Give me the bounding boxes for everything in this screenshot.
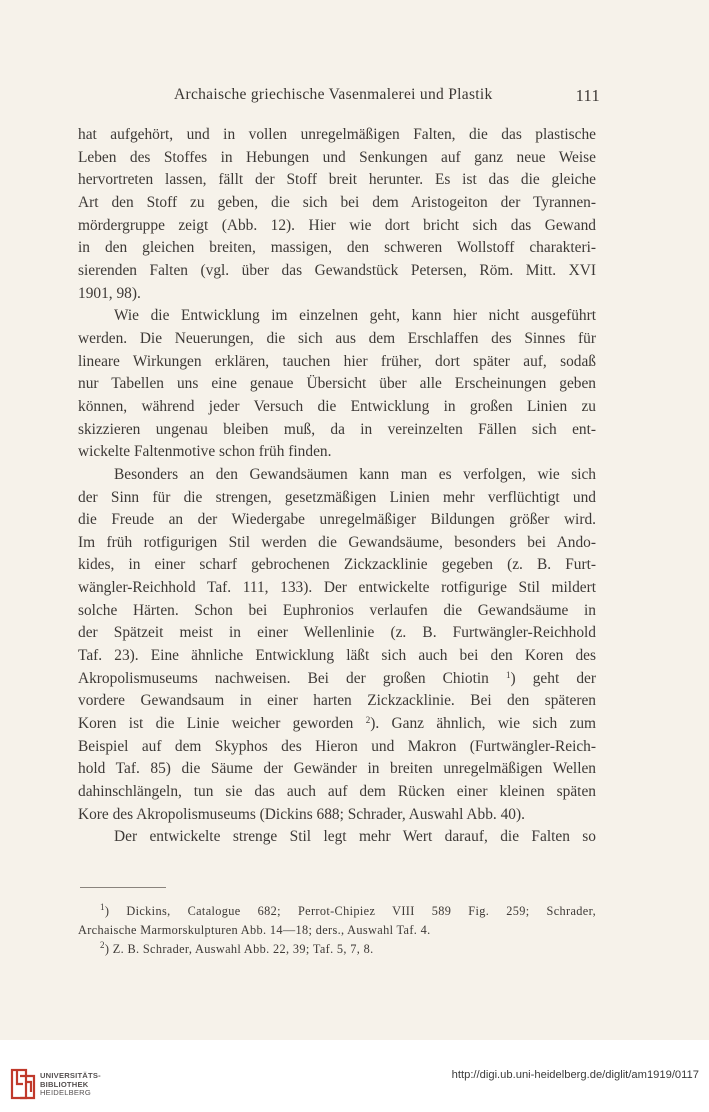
footnote-ref: 1 [505,669,511,680]
viewer-footer [0,1040,709,1112]
text-line: werden. Die Neuerungen, die sich aus dem Erschlaffen des Sinnes für [78,329,596,347]
library-logo-icon [10,1066,38,1102]
footnote-text: Z. B. Schrader, Auswahl Abb. 22, 39; Taf. 5, 7, 8. [112,941,374,956]
footnote-1-continued: Archaische Marmorskulpturen Abb. 14—18; ders., Auswahl Taf. 4. [78,922,431,937]
logo-line: BIBLIOTHEK [40,1079,89,1089]
paragraph-4 [78,826,596,849]
text-line: kides, in einer scharf gebrochenen Zickzacklinie gegeben (z. B. Furt- [78,556,596,574]
text-line: der Spätzeit meist in einer Wellenlinie (z. B. Furtwängler-Reichhold [78,624,596,642]
footnotes [78,902,596,958]
text-line: der Sinn für die strengen, gesetzmäßigen Linien mehr verflüchtigt und [78,488,596,506]
paragraph-3 [78,464,596,827]
footnote-marker: 2 [100,939,105,950]
footnote-2: $^2$) Z. B. Schrader, Auswahl Abb. 22, 39; Taf. 5, 7, 8. [100,939,374,956]
text-segment: . Ganz ähnlich, wie sich zum [375,715,596,733]
text-line: Kore des Akropolismuseums (Dickins 688; Schrader, Auswahl Abb. 40). [78,805,525,823]
text-line: in den gleichen breiten, massigen, den schweren Wollstoff charakteri- [78,239,596,257]
text-line: können, während jeder Versuch die Entwicklung in großen Linien zu [78,397,596,415]
footnote-marker: 1 [100,902,105,912]
footnote-1: $^1$) Dickins, Catalogue 682; Perrot-Chipiez VIII 589 Fig. 259; Schrader, [100,902,596,918]
text-line: wängler-Reichhold Taf. 111, 133). Der entwickelte rotfigurige Stil mildert [78,579,596,597]
paragraph-1 [78,124,596,305]
text-line: Leben des Stoffes in Hebungen und Senkungen auf ganz neue Weise [78,148,596,166]
text-line: Taf. 23). Eine ähnliche Entwicklung läßt sich auch bei den Koren des [78,647,596,665]
text-line: sierenden Falten (vgl. über das Gewandstück Petersen, Röm. Mitt. XVI [78,261,596,279]
text-line: mördergruppe zeigt (Abb. 12). Hier wie dort bricht sich das Gewand [78,216,596,234]
text-line: dahinschlängeln, tun sie das auch auf dem Rücken einer kleinen späten [78,783,596,801]
text-line: Wie die Entwicklung im einzelnen geht, kann hier nicht ausgeführt [114,307,596,325]
text-line: Beispiel auf dem Skyphos des Hieron und Makron (Furtwängler-Reich- [78,737,596,755]
text-line: 1901, 98). [78,284,141,302]
footnote-rule [80,887,166,888]
page-number: 111 [575,86,600,105]
text-line: hold Taf. 85) die Säume der Gewänder in breiten unregelmäßigen Wellen [78,760,596,778]
body-text [78,124,596,849]
text-line: lineare Wirkungen erklären, tauchen hier früher, dort später auf, sodaß [78,352,596,370]
source-url-link[interactable]: http://digi.ub.uni-heidelberg.de/diglit/am1919/0117 [451,1069,699,1081]
text-line: die Freude an der Wiedergabe unregelmäßiger Bildungen größer wird. [78,511,596,529]
text-segment: geht der [515,669,596,687]
text-line: hat aufgehört, und in vollen unregelmäßigen Falten, die das plastische [78,126,596,143]
text-line: Akropolismuseums nachweisen. Bei der großen Chiotin $^1$) geht der [78,669,596,687]
text-line: hervortreten lassen, fällt der Stoff breit herunter. Es ist das die gleiche [78,171,596,189]
text-line: Der entwickelte strenge Stil legt mehr Wert darauf, die Falten so [114,828,596,846]
text-line: skizzieren ungenau bleiben muß, da in vereinzelten Fällen sich ent- [78,420,596,438]
text-line: Besonders an den Gewandsäumen kann man es verfolgen, wie sich [114,465,596,483]
footnote-text: Dickins, Catalogue 682; Perrot-Chipiez VIII 589 Fig. 259; Schrader, [126,904,596,918]
text-line: vordere Gewandsaum in einer harten Zickzacklinie. Bei den späteren [78,692,596,710]
library-logo[interactable] [10,1066,140,1106]
text-line: Im früh rotfigurigen Stil werden die Gewandsäume, besonders bei Ando- [78,533,596,551]
text-segment: Koren ist die Linie weicher geworden [78,715,354,733]
paragraph-2 [78,305,596,464]
logo-line: HEIDELBERG [40,1088,91,1098]
text-line: solche Härten. Schon bei Euphronios verlaufen die Gewandsäume in [78,601,596,619]
text-segment: Akropolismuseums nachweisen. Bei der großen Chiotin [78,669,489,687]
library-logo-text [40,1072,101,1098]
text-line: Art den Stoff zu geben, die sich bei dem Aristogeiton der Tyrannen- [78,193,596,211]
logo-line: UNIVERSITÄTS- [40,1071,101,1080]
running-head [78,86,600,110]
footnote-ref: 2 [365,715,371,726]
text-line: nur Tabellen uns eine genaue Übersicht über alle Erscheinungen geben [78,375,596,393]
text-line: wickelte Faltenmotive schon früh finden. [78,443,332,461]
running-title: Archaische griechische Vasenmalerei und Plastik [174,86,493,103]
text-line: Koren ist die Linie weicher geworden $^2$). Ganz ähnlich, wie sich zum [78,715,596,733]
